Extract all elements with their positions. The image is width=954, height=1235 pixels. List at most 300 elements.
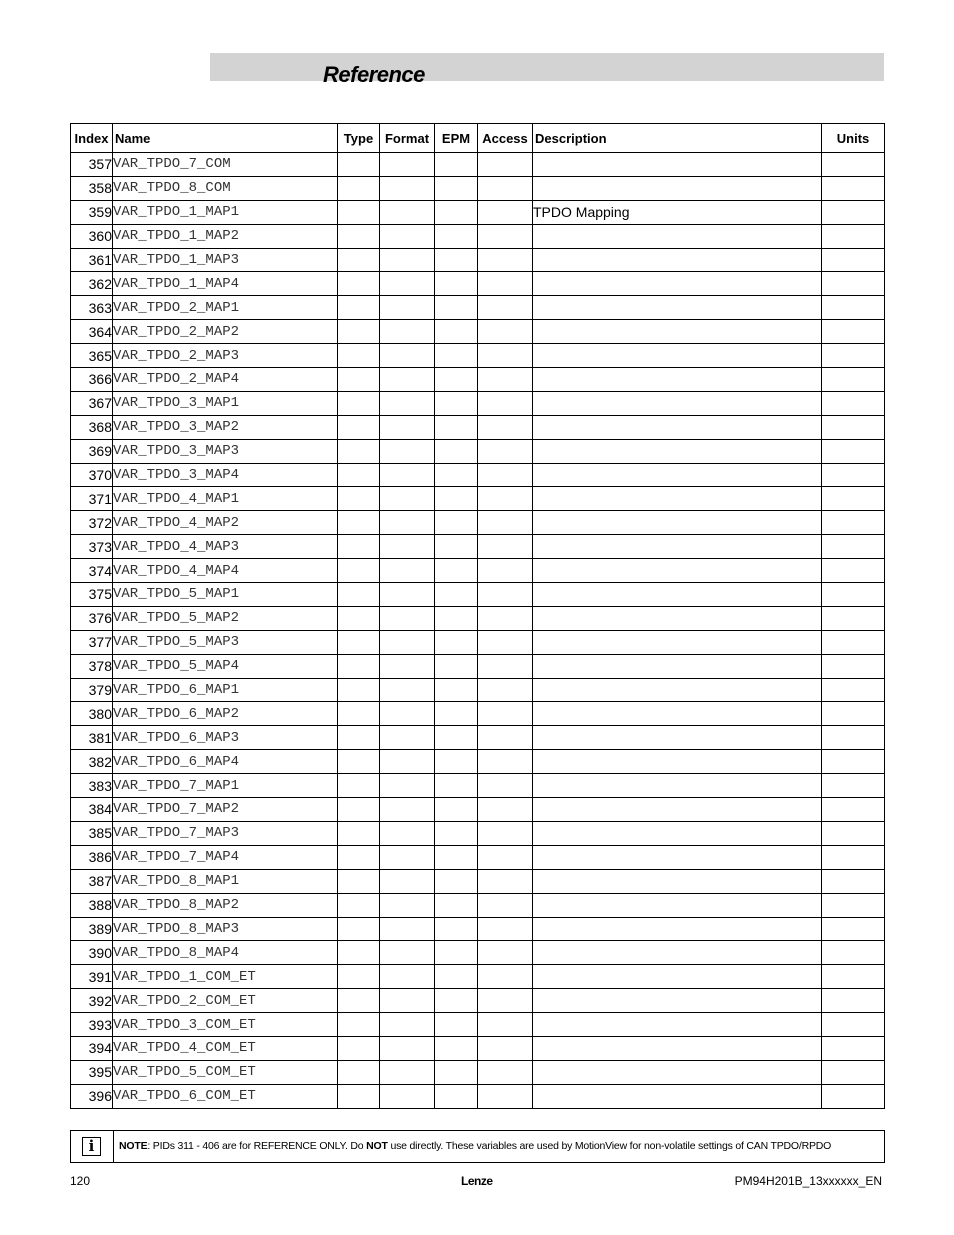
cell-access: [478, 1060, 533, 1084]
table-row: [71, 774, 885, 798]
cell-index: 367: [71, 391, 113, 415]
cell-name: VAR_TPDO_3_MAP3: [113, 439, 338, 463]
cell-access: [478, 798, 533, 822]
table-row: [71, 559, 885, 583]
table-row: [71, 893, 885, 917]
cell-type: [338, 415, 380, 439]
cell-format: [380, 344, 435, 368]
cell-index: 377: [71, 630, 113, 654]
cell-units: [822, 798, 885, 822]
cell-access: [478, 989, 533, 1013]
cell-units: [822, 1036, 885, 1060]
cell-index: 360: [71, 224, 113, 248]
header-bar: [210, 53, 884, 81]
cell-name: VAR_TPDO_2_MAP1: [113, 296, 338, 320]
cell-index: 366: [71, 368, 113, 392]
cell-access: [478, 511, 533, 535]
brand-logo: Lenze: [461, 1174, 493, 1188]
cell-description: [533, 845, 822, 869]
cell-type: [338, 750, 380, 774]
cell-name: VAR_TPDO_3_MAP2: [113, 415, 338, 439]
cell-access: [478, 869, 533, 893]
table-row: [71, 296, 885, 320]
cell-format: [380, 1036, 435, 1060]
table-row: [71, 1036, 885, 1060]
column-header-description: Description: [533, 124, 822, 153]
cell-epm: [435, 702, 478, 726]
cell-description: [533, 989, 822, 1013]
cell-description: [533, 153, 822, 177]
cell-type: [338, 224, 380, 248]
cell-epm: [435, 320, 478, 344]
cell-access: [478, 1036, 533, 1060]
table-row: [71, 869, 885, 893]
cell-index: 375: [71, 583, 113, 607]
cell-format: [380, 941, 435, 965]
cell-type: [338, 511, 380, 535]
table-row: [71, 368, 885, 392]
table-row: [71, 153, 885, 177]
table-row: [71, 344, 885, 368]
cell-name: VAR_TPDO_1_MAP3: [113, 248, 338, 272]
cell-units: [822, 821, 885, 845]
cell-units: [822, 463, 885, 487]
cell-description: [533, 750, 822, 774]
cell-access: [478, 583, 533, 607]
cell-access: [478, 630, 533, 654]
cell-type: [338, 463, 380, 487]
cell-format: [380, 320, 435, 344]
column-header-name: Name: [113, 124, 338, 153]
cell-access: [478, 726, 533, 750]
cell-epm: [435, 989, 478, 1013]
cell-access: [478, 487, 533, 511]
cell-index: 383: [71, 774, 113, 798]
cell-access: [478, 893, 533, 917]
cell-format: [380, 654, 435, 678]
note-text-b: use directly. These variables are used by MotionView for non-volatile settings of CAN TPDO/RPDO: [387, 1140, 832, 1152]
cell-description: [533, 821, 822, 845]
cell-name: VAR_TPDO_3_COM_ET: [113, 1013, 338, 1037]
table-row: [71, 654, 885, 678]
column-header-epm: EPM: [435, 124, 478, 153]
table-row: [71, 176, 885, 200]
table-row: [71, 798, 885, 822]
cell-units: [822, 1060, 885, 1084]
note-box: [70, 1130, 885, 1163]
cell-units: [822, 535, 885, 559]
cell-type: [338, 678, 380, 702]
cell-access: [478, 678, 533, 702]
cell-type: [338, 153, 380, 177]
note-text-a: : PIDs 311 - 406 are for REFERENCE ONLY. Do: [147, 1140, 367, 1152]
cell-access: [478, 176, 533, 200]
cell-description: [533, 272, 822, 296]
cell-type: [338, 774, 380, 798]
cell-index: 395: [71, 1060, 113, 1084]
column-header-access: Access: [478, 124, 533, 153]
cell-name: VAR_TPDO_3_MAP1: [113, 391, 338, 415]
cell-epm: [435, 439, 478, 463]
table-row: [71, 415, 885, 439]
cell-epm: [435, 296, 478, 320]
cell-units: [822, 415, 885, 439]
cell-description: [533, 296, 822, 320]
table-row: [71, 1060, 885, 1084]
cell-type: [338, 630, 380, 654]
cell-format: [380, 272, 435, 296]
cell-description: [533, 1036, 822, 1060]
cell-description: [533, 415, 822, 439]
cell-name: VAR_TPDO_4_MAP2: [113, 511, 338, 535]
cell-description: [533, 487, 822, 511]
cell-units: [822, 391, 885, 415]
cell-access: [478, 415, 533, 439]
cell-access: [478, 750, 533, 774]
cell-name: VAR_TPDO_5_MAP1: [113, 583, 338, 607]
cell-description: [533, 869, 822, 893]
cell-access: [478, 702, 533, 726]
table-row: [71, 606, 885, 630]
cell-epm: [435, 1060, 478, 1084]
cell-format: [380, 989, 435, 1013]
cell-epm: [435, 941, 478, 965]
cell-format: [380, 774, 435, 798]
table-row: [71, 917, 885, 941]
document-id: PM94H201B_13xxxxxx_EN: [734, 1174, 882, 1188]
page-title: Reference: [323, 62, 425, 87]
cell-format: [380, 1084, 435, 1108]
cell-index: 384: [71, 798, 113, 822]
column-header-format: Format: [380, 124, 435, 153]
cell-epm: [435, 821, 478, 845]
cell-format: [380, 368, 435, 392]
cell-type: [338, 917, 380, 941]
cell-epm: [435, 344, 478, 368]
cell-units: [822, 893, 885, 917]
cell-index: 358: [71, 176, 113, 200]
cell-format: [380, 176, 435, 200]
cell-epm: [435, 511, 478, 535]
cell-type: [338, 583, 380, 607]
cell-format: [380, 415, 435, 439]
cell-access: [478, 296, 533, 320]
cell-description: [533, 678, 822, 702]
cell-type: [338, 439, 380, 463]
cell-epm: [435, 965, 478, 989]
cell-units: [822, 224, 885, 248]
cell-index: 373: [71, 535, 113, 559]
cell-epm: [435, 750, 478, 774]
cell-name: VAR_TPDO_1_MAP2: [113, 224, 338, 248]
cell-type: [338, 989, 380, 1013]
cell-index: 359: [71, 200, 113, 224]
cell-units: [822, 200, 885, 224]
cell-format: [380, 511, 435, 535]
cell-type: [338, 726, 380, 750]
cell-description: [533, 391, 822, 415]
cell-description: [533, 726, 822, 750]
cell-epm: [435, 583, 478, 607]
cell-type: [338, 821, 380, 845]
table-row: [71, 1013, 885, 1037]
cell-epm: [435, 487, 478, 511]
table-row: [71, 511, 885, 535]
cell-type: [338, 869, 380, 893]
cell-format: [380, 296, 435, 320]
cell-name: VAR_TPDO_2_MAP2: [113, 320, 338, 344]
page-number: 120: [70, 1174, 91, 1188]
table-header-row: [71, 124, 885, 153]
table-body: [71, 153, 885, 1109]
cell-index: 368: [71, 415, 113, 439]
cell-units: [822, 511, 885, 535]
cell-format: [380, 153, 435, 177]
cell-epm: [435, 248, 478, 272]
cell-description: [533, 439, 822, 463]
cell-units: [822, 606, 885, 630]
cell-description: [533, 1060, 822, 1084]
note-label: NOTE: [119, 1140, 148, 1152]
cell-format: [380, 917, 435, 941]
cell-name: VAR_TPDO_2_MAP4: [113, 368, 338, 392]
cell-type: [338, 272, 380, 296]
cell-units: [822, 439, 885, 463]
cell-format: [380, 965, 435, 989]
cell-units: [822, 965, 885, 989]
cell-epm: [435, 606, 478, 630]
cell-access: [478, 1013, 533, 1037]
cell-type: [338, 798, 380, 822]
cell-description: [533, 463, 822, 487]
cell-type: [338, 200, 380, 224]
table-row: [71, 583, 885, 607]
cell-epm: [435, 1084, 478, 1108]
cell-access: [478, 1084, 533, 1108]
cell-format: [380, 535, 435, 559]
cell-epm: [435, 654, 478, 678]
cell-name: VAR_TPDO_7_MAP2: [113, 798, 338, 822]
cell-index: 386: [71, 845, 113, 869]
cell-index: 357: [71, 153, 113, 177]
cell-type: [338, 1036, 380, 1060]
cell-name: VAR_TPDO_4_MAP3: [113, 535, 338, 559]
cell-description: [533, 176, 822, 200]
cell-index: 393: [71, 1013, 113, 1037]
cell-type: [338, 941, 380, 965]
cell-type: [338, 559, 380, 583]
cell-access: [478, 391, 533, 415]
cell-description: [533, 224, 822, 248]
cell-description: [533, 702, 822, 726]
cell-index: 374: [71, 559, 113, 583]
cell-units: [822, 272, 885, 296]
cell-epm: [435, 559, 478, 583]
cell-type: [338, 391, 380, 415]
cell-units: [822, 869, 885, 893]
cell-epm: [435, 774, 478, 798]
cell-index: 379: [71, 678, 113, 702]
table-row: [71, 965, 885, 989]
cell-name: VAR_TPDO_5_MAP3: [113, 630, 338, 654]
cell-units: [822, 559, 885, 583]
cell-type: [338, 296, 380, 320]
cell-type: [338, 487, 380, 511]
cell-epm: [435, 917, 478, 941]
cell-access: [478, 463, 533, 487]
cell-name: VAR_TPDO_4_MAP4: [113, 559, 338, 583]
cell-units: [822, 296, 885, 320]
cell-access: [478, 917, 533, 941]
cell-epm: [435, 272, 478, 296]
cell-name: VAR_TPDO_4_MAP1: [113, 487, 338, 511]
cell-index: 361: [71, 248, 113, 272]
table-row: [71, 630, 885, 654]
cell-format: [380, 630, 435, 654]
table-row: [71, 487, 885, 511]
cell-epm: [435, 368, 478, 392]
cell-description: [533, 344, 822, 368]
cell-units: [822, 153, 885, 177]
cell-index: 371: [71, 487, 113, 511]
cell-name: VAR_TPDO_4_COM_ET: [113, 1036, 338, 1060]
cell-description: [533, 630, 822, 654]
table-row: [71, 989, 885, 1013]
cell-format: [380, 487, 435, 511]
cell-units: [822, 487, 885, 511]
cell-name: VAR_TPDO_3_MAP4: [113, 463, 338, 487]
cell-epm: [435, 153, 478, 177]
cell-description: [533, 248, 822, 272]
cell-units: [822, 583, 885, 607]
cell-description: [533, 654, 822, 678]
cell-format: [380, 678, 435, 702]
cell-name: VAR_TPDO_5_MAP2: [113, 606, 338, 630]
cell-access: [478, 535, 533, 559]
cell-name: VAR_TPDO_1_COM_ET: [113, 965, 338, 989]
table-row: [71, 750, 885, 774]
cell-format: [380, 1013, 435, 1037]
cell-description: [533, 559, 822, 583]
cell-format: [380, 750, 435, 774]
cell-epm: [435, 391, 478, 415]
cell-description: [533, 798, 822, 822]
cell-access: [478, 153, 533, 177]
cell-units: [822, 176, 885, 200]
cell-description: [533, 965, 822, 989]
cell-name: VAR_TPDO_8_MAP4: [113, 941, 338, 965]
cell-index: 378: [71, 654, 113, 678]
cell-name: VAR_TPDO_1_MAP1: [113, 200, 338, 224]
cell-name: VAR_TPDO_8_MAP2: [113, 893, 338, 917]
cell-index: 363: [71, 296, 113, 320]
cell-index: 390: [71, 941, 113, 965]
cell-name: VAR_TPDO_1_MAP4: [113, 272, 338, 296]
column-header-index: Index: [71, 124, 113, 153]
note-icon-cell: [71, 1131, 114, 1162]
cell-format: [380, 869, 435, 893]
cell-units: [822, 630, 885, 654]
cell-epm: [435, 415, 478, 439]
cell-type: [338, 606, 380, 630]
cell-access: [478, 965, 533, 989]
cell-type: [338, 368, 380, 392]
cell-format: [380, 391, 435, 415]
table-row: [71, 248, 885, 272]
cell-index: 391: [71, 965, 113, 989]
cell-name: VAR_TPDO_6_MAP3: [113, 726, 338, 750]
cell-index: 392: [71, 989, 113, 1013]
table-row: [71, 845, 885, 869]
cell-name: VAR_TPDO_8_COM: [113, 176, 338, 200]
cell-units: [822, 320, 885, 344]
table-row: [71, 272, 885, 296]
cell-epm: [435, 845, 478, 869]
cell-description: [533, 774, 822, 798]
cell-name: VAR_TPDO_7_MAP3: [113, 821, 338, 845]
cell-epm: [435, 463, 478, 487]
cell-name: VAR_TPDO_8_MAP3: [113, 917, 338, 941]
table-row: [71, 702, 885, 726]
cell-access: [478, 344, 533, 368]
cell-units: [822, 989, 885, 1013]
cell-access: [478, 224, 533, 248]
cell-type: [338, 654, 380, 678]
cell-format: [380, 893, 435, 917]
cell-description: [533, 368, 822, 392]
cell-access: [478, 320, 533, 344]
cell-description: [533, 917, 822, 941]
cell-description: [533, 941, 822, 965]
cell-index: 370: [71, 463, 113, 487]
cell-name: VAR_TPDO_2_MAP3: [113, 344, 338, 368]
table-row: [71, 821, 885, 845]
cell-format: [380, 702, 435, 726]
cell-name: VAR_TPDO_6_MAP2: [113, 702, 338, 726]
cell-index: 380: [71, 702, 113, 726]
cell-name: VAR_TPDO_6_COM_ET: [113, 1084, 338, 1108]
table-row: [71, 320, 885, 344]
table-row: [71, 678, 885, 702]
cell-index: 362: [71, 272, 113, 296]
cell-epm: [435, 1013, 478, 1037]
table-row: [71, 463, 885, 487]
cell-format: [380, 798, 435, 822]
cell-epm: [435, 535, 478, 559]
cell-type: [338, 320, 380, 344]
cell-format: [380, 463, 435, 487]
cell-access: [478, 439, 533, 463]
cell-type: [338, 344, 380, 368]
cell-format: [380, 1060, 435, 1084]
column-header-type: Type: [338, 124, 380, 153]
table-row: [71, 224, 885, 248]
cell-units: [822, 1084, 885, 1108]
cell-index: 387: [71, 869, 113, 893]
table-row: [71, 1084, 885, 1108]
cell-access: [478, 821, 533, 845]
cell-units: [822, 1013, 885, 1037]
cell-index: 364: [71, 320, 113, 344]
cell-units: [822, 941, 885, 965]
cell-description: [533, 1013, 822, 1037]
cell-index: 396: [71, 1084, 113, 1108]
cell-name: VAR_TPDO_6_MAP1: [113, 678, 338, 702]
cell-index: 365: [71, 344, 113, 368]
cell-format: [380, 200, 435, 224]
cell-access: [478, 654, 533, 678]
column-header-units: Units: [822, 124, 885, 153]
